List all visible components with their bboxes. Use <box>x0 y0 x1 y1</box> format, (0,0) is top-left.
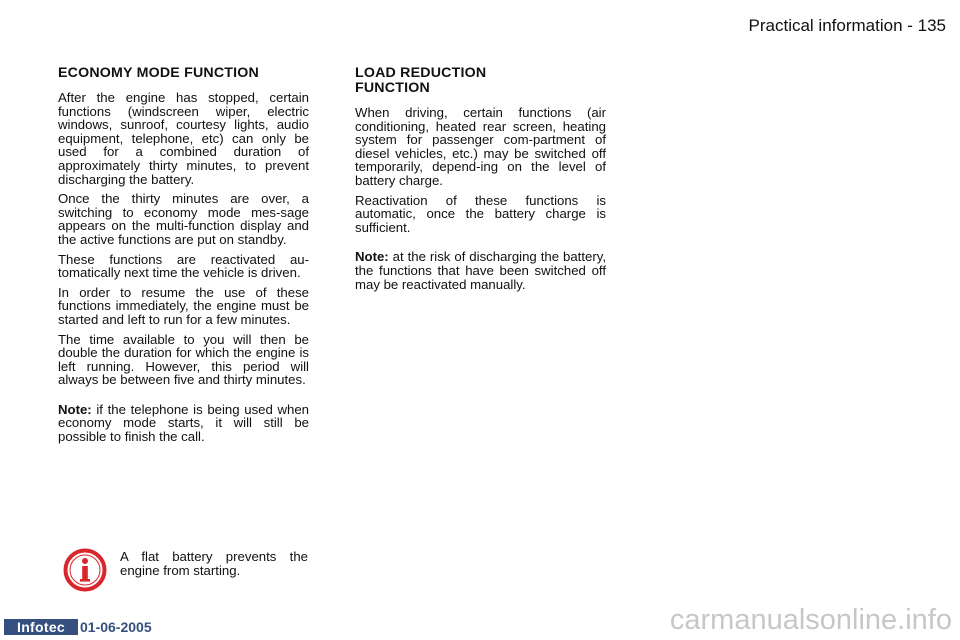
info-icon <box>63 548 107 597</box>
page-header: Practical information - 135 <box>748 16 946 35</box>
note-label: Note: <box>355 249 389 265</box>
economy-paragraph: These functions are reactivated au-tomatically next time the vehicle is driven. <box>58 251 309 281</box>
load-reduction-paragraph: Reactivation of these functions is automatic, once the battery charge is sufficient. <box>355 192 606 235</box>
economy-paragraph: The time available to you will then be double the duration for which the engine is left running. However, this period will always be between five and thirty minutes. <box>58 331 309 388</box>
economy-mode-section <box>58 66 309 450</box>
infotec-logo: Infotec <box>4 619 78 635</box>
economy-paragraph: In order to resume the use of these functions immediately, the engine must be started and left to run for a few minutes. <box>58 284 309 327</box>
load-reduction-paragraph: When driving, certain functions (air conditioning, heated rear screen, heating system for passenger com-partment of diesel vehicles, etc.) may be switched off temporarily, depend-ing on the level of battery charge. <box>355 105 606 188</box>
warning-text: A flat battery prevents the engine from starting. <box>120 549 308 578</box>
note-label: Note: <box>58 401 92 417</box>
note-text: at the risk of discharging the battery, the functions that have been switched off may be reactivated manually. <box>355 249 606 292</box>
economy-mode-heading: ECONOMY MODE FUNCTION <box>58 65 259 81</box>
load-reduction-heading <box>355 66 606 96</box>
load-reduction-note <box>355 250 606 291</box>
economy-note <box>58 403 309 444</box>
load-reduction-section <box>355 66 606 297</box>
heading-line: LOAD REDUCTION <box>355 65 487 81</box>
watermark: carmanualsonline.info <box>669 604 952 636</box>
note-text: if the telephone is being used when economy mode starts, it will still be possible to finish the call. <box>58 401 309 445</box>
footer-date: 01-06-2005 <box>80 619 152 635</box>
economy-paragraph: After the engine has stopped, certain functions (windscreen wiper, electric windows, sunroof, courtesy lights, audio equipment, telephone, etc) can only be used for a combined duration of approximately thirty minutes, to prevent discharging the battery. <box>58 90 309 187</box>
heading-line: FUNCTION <box>355 80 430 96</box>
warning-box <box>60 544 310 594</box>
economy-paragraph: Once the thirty minutes are over, a switching to economy mode mes-sage appears on the multi-function display and the active functions are put on standby. <box>58 191 309 247</box>
